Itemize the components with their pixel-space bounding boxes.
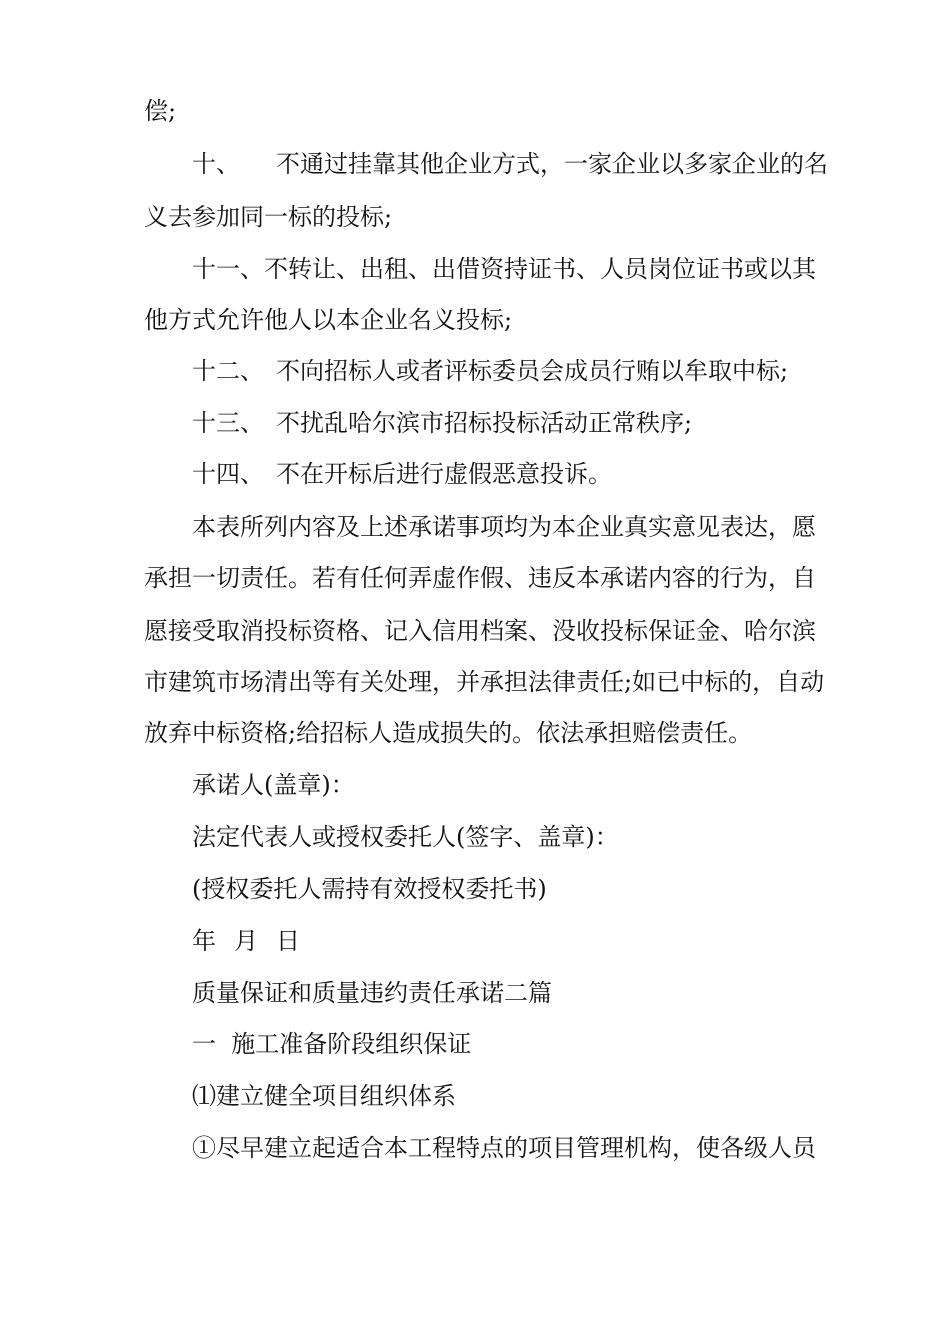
line-text: ①尽早建立起适合本工程特点的项目管理机构，使各级人员	[192, 1134, 816, 1162]
line-text: 市建筑市场清出等有关处理，并承担法律责任;如已中标的，自动	[144, 668, 825, 696]
numbered-clause-14	[192, 459, 612, 489]
numbered-clause-12	[192, 356, 788, 386]
clause-number: 十四、	[192, 460, 264, 488]
line-text: 承担一切责任。若有任何弄虚作假、违反本承诺内容的行为，自	[144, 564, 816, 592]
numbered-clause-10	[192, 149, 828, 179]
numbered-clause-11	[192, 254, 816, 284]
text-line	[192, 822, 619, 852]
text-line	[144, 305, 512, 335]
line-text: 质量保证和质量违约责任承诺二篇	[192, 979, 552, 1007]
text-line	[144, 96, 176, 126]
numbered-clause-13	[192, 408, 692, 438]
clause-text: 不在开标后进行虚假恶意投诉。	[276, 460, 612, 488]
text-line	[192, 770, 355, 800]
text-line	[144, 563, 816, 593]
text-line	[192, 1081, 456, 1111]
line-text: 一 施工准备阶段组织保证	[192, 1030, 472, 1058]
clause-number: 十三、	[192, 409, 264, 437]
clause-number: 十一、	[192, 255, 264, 283]
line-text: 承诺人(盖章)：	[192, 771, 355, 799]
text-line	[144, 202, 392, 232]
clause-number: 十二、	[192, 357, 264, 385]
line-text: 偿;	[144, 97, 177, 125]
clause-text: 不向招标人或者评标委员会成员行贿以牟取中标;	[276, 357, 789, 385]
text-line	[192, 512, 816, 542]
line-text: 本表所列内容及上述承诺事项均为本企业真实意见表达，愿	[192, 513, 816, 541]
date-year: 年	[192, 927, 216, 955]
text-line	[144, 667, 824, 697]
date-month: 月	[234, 927, 258, 955]
line-text: 法定代表人或授权委托人(签字、盖章)：	[192, 823, 619, 851]
date-day: 日	[276, 927, 300, 955]
line-text: (授权委托人需持有效授权委托书)	[192, 875, 547, 903]
clause-text: 不扰乱哈尔滨市招标投标活动正常秩序;	[276, 409, 693, 437]
line-text: 放弃中标资格;给招标人造成损失的。依法承担赔偿责任。	[144, 719, 753, 747]
text-line	[192, 874, 547, 904]
clause-text: 不通过挂靠其他企业方式，一家企业以多家企业的名	[276, 150, 828, 178]
date-line	[192, 926, 318, 956]
clause-text: 不转让、出租、出借资持证书、人员岗位证书或以其	[264, 255, 816, 283]
section-heading	[192, 978, 552, 1008]
line-text: 愿接受取消投标资格、记入信用档案、没收投标保证金、哈尔滨	[144, 617, 816, 645]
text-line	[144, 718, 752, 748]
subsection-heading	[192, 1029, 471, 1059]
line-text: 义去参加同一标的投标;	[144, 203, 393, 231]
line-text: 他方式允许他人以本企业名义投标;	[144, 306, 513, 334]
text-line	[192, 1133, 816, 1163]
text-line	[144, 616, 816, 646]
clause-number: 十、	[192, 150, 240, 178]
line-text: ⑴建立健全项目组织体系	[192, 1082, 456, 1110]
